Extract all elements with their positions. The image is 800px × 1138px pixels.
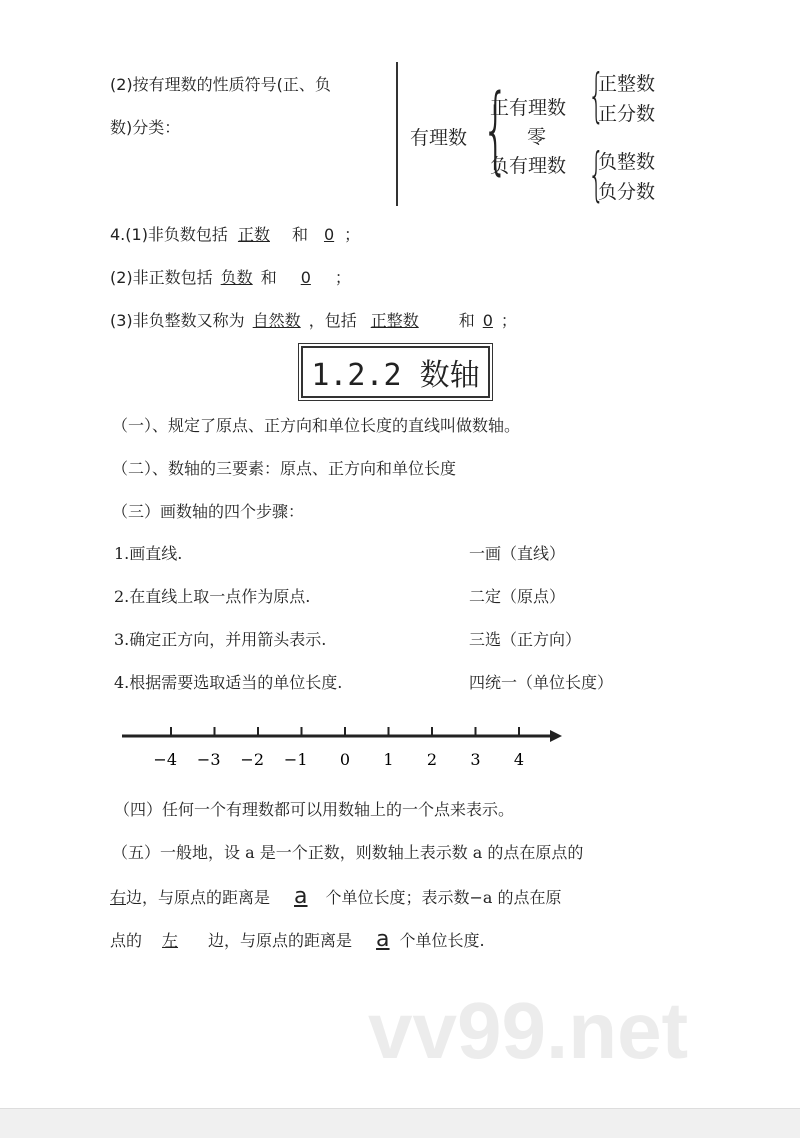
item-five-line3	[110, 927, 485, 952]
classification-prompt-line1: (2)按有理数的性质符号(正、负	[110, 75, 331, 94]
text: (3)非负整数又称为	[110, 311, 245, 330]
text: 和	[458, 311, 475, 330]
text: 个单位长度.	[399, 931, 485, 950]
blank-answer: 右	[110, 888, 127, 907]
tree-neg-frac: 负分数	[598, 181, 656, 203]
classification-prompt-line2: 数)分类：	[110, 118, 181, 137]
item-three: （三）画数轴的四个步骤：	[112, 502, 305, 521]
watermark: vv99.net	[368, 986, 689, 1075]
item-five-line2	[110, 884, 562, 909]
text: 和	[291, 225, 308, 244]
tree-pos-frac: 正分数	[598, 103, 656, 125]
step-2-short: 二定（原点）	[469, 587, 566, 606]
text: 边，与原点的距离是	[208, 931, 353, 950]
tree-pos-int: 正整数	[598, 73, 656, 95]
brace-icon: {	[482, 75, 510, 185]
tree-neg-int: 负整数	[598, 151, 656, 173]
tick-label: 1	[383, 750, 394, 769]
brace-icon: {	[588, 140, 605, 208]
item-four: （四）任何一个有理数都可以用数轴上的一个点来表示。	[114, 800, 515, 819]
tick-label: 3	[470, 750, 481, 769]
blank-answer: 负数	[220, 268, 253, 287]
q4-line2	[110, 265, 351, 288]
q4-line1	[110, 222, 360, 245]
number-line	[0, 720, 800, 780]
item-one: （一）、规定了原点、正方向和单位长度的直线叫做数轴。	[112, 416, 521, 435]
tree-zero: 零	[527, 126, 547, 148]
text: 个单位长度；表示数−a 的点在原	[325, 888, 562, 907]
text: (2)非正数包括	[110, 268, 213, 287]
item-two: （二）、数轴的三要素：原点、正方向和单位长度	[112, 459, 457, 478]
step-2: 2.在直线上取一点作为原点.	[114, 587, 311, 606]
text: 边，与原点的距离是	[126, 888, 271, 907]
blank-answer: 0	[323, 225, 335, 244]
step-1: 1.画直线.	[114, 544, 183, 563]
tick-label: −4	[153, 750, 177, 769]
step-3: 3.确定正方向，并用箭头表示.	[114, 630, 327, 649]
section-title: 1.2.2 数轴	[301, 346, 490, 398]
item-five-line1	[112, 840, 583, 863]
tree-negative: 负有理数	[490, 155, 567, 177]
blank-answer: 左	[162, 931, 179, 950]
tick-label: 2	[426, 750, 438, 769]
tree-positive: 正有理数	[490, 97, 567, 119]
tick-label: −3	[196, 750, 221, 769]
text: 点的	[110, 931, 143, 950]
blank-answer: 自然数	[252, 311, 301, 330]
blank-answer: 0	[482, 311, 493, 330]
blank-answer: a	[376, 927, 390, 952]
tick-label: −2	[240, 750, 264, 769]
step-4-short: 四统一（单位长度）	[469, 673, 614, 692]
text: ；	[344, 225, 361, 244]
arrow-icon	[550, 730, 562, 742]
tick-label: −1	[283, 750, 308, 769]
divider	[396, 62, 398, 206]
step-1-short: 一画（直线）	[469, 544, 566, 563]
step-4: 4.根据需要选取适当的单位长度.	[114, 673, 343, 692]
text: ，包括	[308, 311, 357, 330]
tick-label: 0	[339, 750, 351, 769]
text: ；	[334, 268, 351, 287]
q4-line3	[110, 308, 517, 331]
blank-answer: 正整数	[370, 311, 419, 330]
blank-answer: a	[294, 884, 308, 909]
tree-root: 有理数	[410, 127, 468, 149]
text: 和	[260, 268, 277, 287]
text: 4.(1)非负数包括	[110, 225, 228, 244]
blank-answer: 正数	[237, 225, 270, 244]
text: （五）一般地，设 a 是一个正数，则数轴上表示数 a 的点在原点的	[112, 843, 584, 862]
page-bottom-bar	[0, 1108, 800, 1138]
blank-answer: 0	[300, 268, 311, 287]
step-3-short: 三选（正方向）	[469, 630, 582, 649]
tick-label: 4	[513, 750, 525, 769]
text: ；	[500, 311, 517, 330]
brace-icon: {	[588, 61, 605, 129]
